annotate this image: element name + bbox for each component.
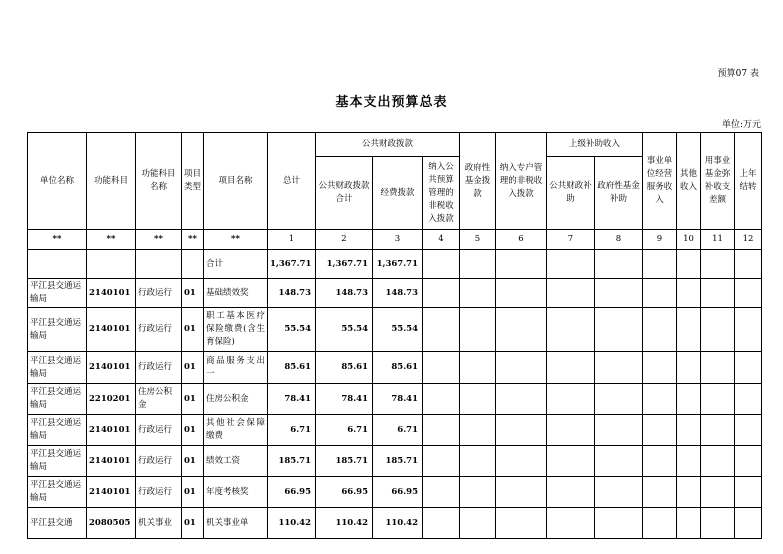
unit-cell: 平江县交通运输局 [28, 352, 87, 384]
page-title: 基本支出预算总表 [335, 95, 448, 110]
empty-cell [547, 477, 595, 508]
table-row [28, 279, 762, 308]
index-cell: 9 [643, 230, 677, 250]
empty-cell [643, 508, 677, 539]
empty-cell [460, 477, 496, 508]
empty-cell [547, 415, 595, 446]
item-name-cell: 基础绩效奖 [204, 279, 268, 308]
empty-cell [735, 477, 762, 508]
empty-cell [595, 384, 643, 415]
pf-total-cell: 85.61 [316, 352, 373, 384]
unit-cell: 平江县交通 [28, 508, 87, 539]
total-cell: 148.73 [268, 279, 316, 308]
pf-total-cell: 148.73 [316, 279, 373, 308]
pf-fee-cell: 185.71 [373, 446, 423, 477]
index-cell: 6 [496, 230, 547, 250]
header-fund-balance: 用事业基金弥补收支差额 [701, 133, 735, 230]
func-code-cell: 2140101 [87, 477, 136, 508]
index-cell: 12 [735, 230, 762, 250]
table-row [28, 508, 762, 539]
index-cell: ** [28, 230, 87, 250]
item-type-cell: 01 [182, 279, 204, 308]
table-row [28, 477, 762, 508]
index-cell: 11 [701, 230, 735, 250]
empty-cell [643, 415, 677, 446]
total-cell: 185.71 [268, 446, 316, 477]
empty-cell [460, 508, 496, 539]
empty-cell [735, 352, 762, 384]
func-name-cell: 机关事业 [136, 508, 182, 539]
empty-cell [735, 384, 762, 415]
empty-cell [677, 352, 701, 384]
unit-cell: 平江县交通运输局 [28, 415, 87, 446]
header-unit-name: 单位名称 [28, 133, 87, 230]
empty-cell [496, 477, 547, 508]
empty-cell [735, 415, 762, 446]
empty-cell [423, 279, 460, 308]
empty-cell [423, 384, 460, 415]
item-type-cell: 01 [182, 415, 204, 446]
index-cell: ** [87, 230, 136, 250]
empty-cell [423, 477, 460, 508]
func-name-cell: 行政运行 [136, 415, 182, 446]
empty-cell [460, 352, 496, 384]
empty-cell [643, 352, 677, 384]
pf-total-cell: 66.95 [316, 477, 373, 508]
empty-cell [701, 308, 735, 352]
total-cell: 78.41 [268, 384, 316, 415]
header-pf-fee: 经费拨款 [373, 157, 423, 230]
unit-label: 单位:万元 [721, 120, 761, 130]
pf-fee-cell: 148.73 [373, 279, 423, 308]
total-cell: 6.71 [268, 415, 316, 446]
pf-fee-cell: 55.54 [373, 308, 423, 352]
header-gov-fund: 政府性基金拨款 [460, 133, 496, 230]
empty-cell [496, 508, 547, 539]
empty-cell [643, 308, 677, 352]
pf-fee-cell: 6.71 [373, 415, 423, 446]
func-name-cell: 行政运行 [136, 446, 182, 477]
empty-cell [595, 352, 643, 384]
total-row [28, 250, 762, 279]
empty-cell [677, 279, 701, 308]
pf-total-cell: 6.71 [316, 415, 373, 446]
header-func-code: 功能科目 [87, 133, 136, 230]
header-other-income: 其他收入 [677, 133, 701, 230]
total-label: 合计 [204, 250, 268, 279]
empty-cell [595, 446, 643, 477]
total-pf-fee: 1,367.71 [373, 250, 423, 279]
item-name-cell: 职工基本医疗保险缴费(含生育保险) [204, 308, 268, 352]
total-cell: 85.61 [268, 352, 316, 384]
empty-cell [496, 415, 547, 446]
item-type-cell: 01 [182, 508, 204, 539]
total-pf-total: 1,367.71 [316, 250, 373, 279]
empty-cell [496, 279, 547, 308]
index-cell: 3 [373, 230, 423, 250]
func-code-cell: 2210201 [87, 384, 136, 415]
total-cell: 110.42 [268, 508, 316, 539]
empty-cell [701, 477, 735, 508]
pf-fee-cell: 66.95 [373, 477, 423, 508]
item-type-cell: 01 [182, 446, 204, 477]
total-amount: 1,367.71 [268, 250, 316, 279]
empty-cell [460, 308, 496, 352]
empty-cell [547, 352, 595, 384]
empty-cell [460, 415, 496, 446]
pf-fee-cell: 78.41 [373, 384, 423, 415]
empty-cell [496, 308, 547, 352]
unit-cell: 平江县交通运输局 [28, 308, 87, 352]
func-code-cell: 2140101 [87, 352, 136, 384]
item-name-cell: 绩效工资 [204, 446, 268, 477]
empty-cell [423, 308, 460, 352]
pf-fee-cell: 85.61 [373, 352, 423, 384]
form-number: 预算07 表 [717, 69, 759, 79]
empty-cell [701, 279, 735, 308]
table-row [28, 446, 762, 477]
pf-total-cell: 78.41 [316, 384, 373, 415]
index-cell: ** [204, 230, 268, 250]
empty-cell [677, 384, 701, 415]
header-item-name: 项目名称 [204, 133, 268, 230]
empty-cell [460, 384, 496, 415]
empty-cell [701, 508, 735, 539]
pf-total-cell: 55.54 [316, 308, 373, 352]
header-sup-public: 公共财政补助 [547, 157, 595, 230]
header-func-name: 功能科目名称 [136, 133, 182, 230]
item-type-cell: 01 [182, 308, 204, 352]
empty-cell [701, 352, 735, 384]
index-cell: 4 [423, 230, 460, 250]
index-cell: 1 [268, 230, 316, 250]
unit-cell: 平江县交通运输局 [28, 446, 87, 477]
table-row [28, 352, 762, 384]
header-total: 总计 [268, 133, 316, 230]
table-header [28, 133, 762, 230]
empty-cell [595, 308, 643, 352]
empty-cell [423, 508, 460, 539]
pf-total-cell: 110.42 [316, 508, 373, 539]
empty-cell [547, 279, 595, 308]
total-cell: 55.54 [268, 308, 316, 352]
table-row [28, 308, 762, 352]
header-pf-total: 公共财政拨款合计 [316, 157, 373, 230]
empty-cell [496, 384, 547, 415]
func-name-cell: 住房公积金 [136, 384, 182, 415]
unit-cell: 平江县交通运输局 [28, 477, 87, 508]
item-type-cell: 01 [182, 477, 204, 508]
header-special-nontax: 纳入专户管理的非税收入拨款 [496, 133, 547, 230]
empty-cell [677, 415, 701, 446]
index-cell: ** [182, 230, 204, 250]
empty-cell [701, 446, 735, 477]
empty-cell [547, 446, 595, 477]
table-row [28, 415, 762, 446]
func-name-cell: 行政运行 [136, 308, 182, 352]
func-code-cell: 2080505 [87, 508, 136, 539]
empty-cell [547, 508, 595, 539]
header-carry-over: 上年结转 [735, 133, 762, 230]
unit-cell: 平江县交通运输局 [28, 279, 87, 308]
empty-cell [496, 446, 547, 477]
empty-cell [643, 477, 677, 508]
item-name-cell: 年度考核奖 [204, 477, 268, 508]
empty-cell [735, 279, 762, 308]
empty-cell [460, 446, 496, 477]
item-type-cell: 01 [182, 384, 204, 415]
empty-cell [460, 279, 496, 308]
index-cell: 2 [316, 230, 373, 250]
empty-cell [423, 415, 460, 446]
func-code-cell: 2140101 [87, 415, 136, 446]
empty-cell [643, 384, 677, 415]
table-row [28, 384, 762, 415]
empty-cell [677, 508, 701, 539]
empty-cell [677, 446, 701, 477]
index-cell: 7 [547, 230, 595, 250]
total-cell: 66.95 [268, 477, 316, 508]
empty-cell [423, 352, 460, 384]
empty-cell [496, 352, 547, 384]
func-code-cell: 2140101 [87, 446, 136, 477]
unit-cell: 平江县交通运输局 [28, 384, 87, 415]
empty-cell [677, 477, 701, 508]
index-cell: 10 [677, 230, 701, 250]
header-item-type: 项目类型 [182, 133, 204, 230]
empty-cell [735, 446, 762, 477]
index-cell: ** [136, 230, 182, 250]
empty-cell [677, 308, 701, 352]
empty-cell [547, 384, 595, 415]
empty-cell [735, 308, 762, 352]
empty-cell [701, 384, 735, 415]
item-name-cell: 其他社会保障缴费 [204, 415, 268, 446]
header-pf-nonbudget: 纳入公共预算管理的非税收入拨款 [423, 157, 460, 230]
func-code-cell: 2140101 [87, 279, 136, 308]
index-cell: 8 [595, 230, 643, 250]
func-name-cell: 行政运行 [136, 477, 182, 508]
item-type-cell: 01 [182, 352, 204, 384]
empty-cell [643, 279, 677, 308]
func-code-cell: 2140101 [87, 308, 136, 352]
item-name-cell: 住房公积金 [204, 384, 268, 415]
item-name-cell: 商品服务支出一 [204, 352, 268, 384]
func-name-cell: 行政运行 [136, 279, 182, 308]
empty-cell [595, 508, 643, 539]
header-superior-subsidy: 上级补助收入 [547, 133, 643, 157]
empty-cell [701, 415, 735, 446]
index-cell: 5 [460, 230, 496, 250]
header-business-income: 事业单位经营服务收入 [643, 133, 677, 230]
pf-fee-cell: 110.42 [373, 508, 423, 539]
empty-cell [735, 508, 762, 539]
empty-cell [423, 446, 460, 477]
empty-cell [595, 279, 643, 308]
empty-cell [595, 477, 643, 508]
pf-total-cell: 185.71 [316, 446, 373, 477]
header-public-finance: 公共财政拨款 [316, 133, 460, 157]
table-body [28, 230, 762, 539]
budget-table [27, 132, 762, 539]
empty-cell [547, 308, 595, 352]
func-name-cell: 行政运行 [136, 352, 182, 384]
item-name-cell: 机关事业单 [204, 508, 268, 539]
header-sup-gov-fund: 政府性基金补助 [595, 157, 643, 230]
index-row [28, 230, 762, 250]
empty-cell [643, 446, 677, 477]
empty-cell [595, 415, 643, 446]
